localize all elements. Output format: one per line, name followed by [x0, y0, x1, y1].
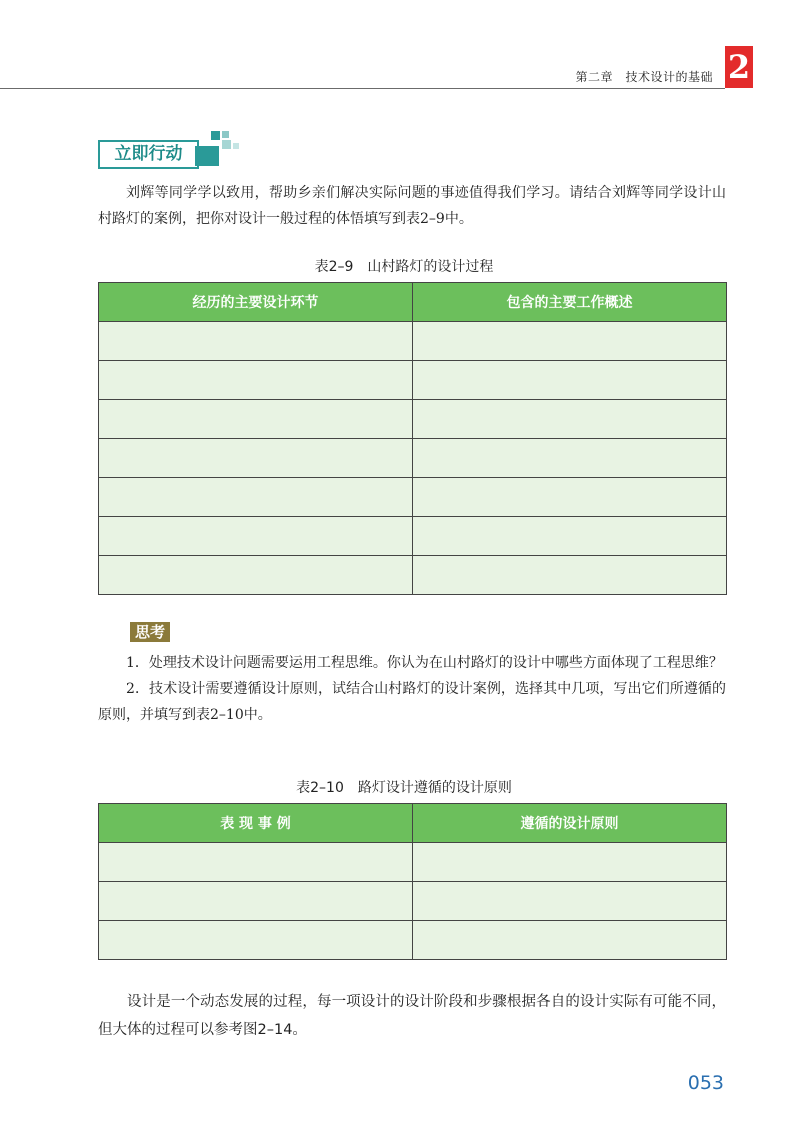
table-cell[interactable] [413, 843, 727, 882]
design-principles-table [98, 803, 727, 960]
action-heading: 立即行动 [98, 140, 199, 169]
table-cell[interactable] [413, 439, 727, 478]
table-cell[interactable] [99, 322, 413, 361]
table-row [99, 400, 727, 439]
decor-square [233, 143, 239, 149]
decor-square [222, 131, 229, 138]
table-cell[interactable] [413, 400, 727, 439]
decor-square [222, 140, 231, 149]
think-questions [98, 650, 726, 728]
closing-text: 设计是一个动态发展的过程，每一项设计的设计阶段和步骤根据各自的设计实际有可能不同，但大体的过程可以参考图2–14。 [98, 994, 726, 1038]
table-cell[interactable] [413, 882, 727, 921]
table2-header-examples: 表 现 事 例 [99, 804, 413, 843]
table-row [99, 361, 727, 400]
table-row [99, 517, 727, 556]
table-cell[interactable] [99, 556, 413, 595]
table-cell[interactable] [413, 921, 727, 960]
table-row [99, 478, 727, 517]
table-row [99, 882, 727, 921]
table-row [99, 843, 727, 882]
table1-header-stage: 经历的主要设计环节 [99, 283, 413, 322]
table-row [99, 322, 727, 361]
header-rule [0, 88, 725, 89]
question-1: 1．处理技术设计问题需要运用工程思维。你认为在山村路灯的设计中哪些方面体现了工程思维？ [126, 655, 723, 671]
intro-text: 刘辉等同学学以致用，帮助乡亲们解决实际问题的事迹值得我们学习。请结合刘辉等同学设计山村路灯的案例，把你对设计一般过程的体悟填写到表2–9中。 [98, 185, 726, 227]
table-cell[interactable] [413, 322, 727, 361]
chapter-number-badge: 2 [725, 46, 753, 88]
table1-header-work: 包含的主要工作概述 [413, 283, 727, 322]
decor-square [211, 131, 220, 140]
intro-paragraph [98, 180, 726, 232]
table-cell[interactable] [99, 921, 413, 960]
table-cell[interactable] [99, 882, 413, 921]
table-row [99, 439, 727, 478]
table-cell[interactable] [413, 556, 727, 595]
question-2: 2．技术设计需要遵循设计原则，试结合山村路灯的设计案例，选择其中几项，写出它们所遵循的原则，并填写到表2–10中。 [98, 681, 726, 723]
chapter-title: 第二章 技术设计的基础 [575, 70, 713, 84]
table-cell[interactable] [99, 400, 413, 439]
action-heading-decoration [195, 146, 219, 166]
design-process-table [98, 282, 727, 595]
table-row [99, 556, 727, 595]
table2-header-principles: 遵循的设计原则 [413, 804, 727, 843]
page-number: 053 [687, 1072, 724, 1094]
closing-paragraph [98, 988, 726, 1044]
table-cell[interactable] [99, 843, 413, 882]
table-cell[interactable] [99, 478, 413, 517]
table-cell[interactable] [413, 478, 727, 517]
table-cell[interactable] [99, 517, 413, 556]
think-heading: 思考 [130, 622, 170, 642]
table-cell[interactable] [413, 361, 727, 400]
table-cell[interactable] [413, 517, 727, 556]
table-cell[interactable] [99, 361, 413, 400]
table1-caption: 表2–9 山村路灯的设计过程 [314, 259, 494, 275]
table2-caption: 表2–10 路灯设计遵循的设计原则 [296, 780, 512, 796]
table-cell[interactable] [99, 439, 413, 478]
table-row [99, 921, 727, 960]
